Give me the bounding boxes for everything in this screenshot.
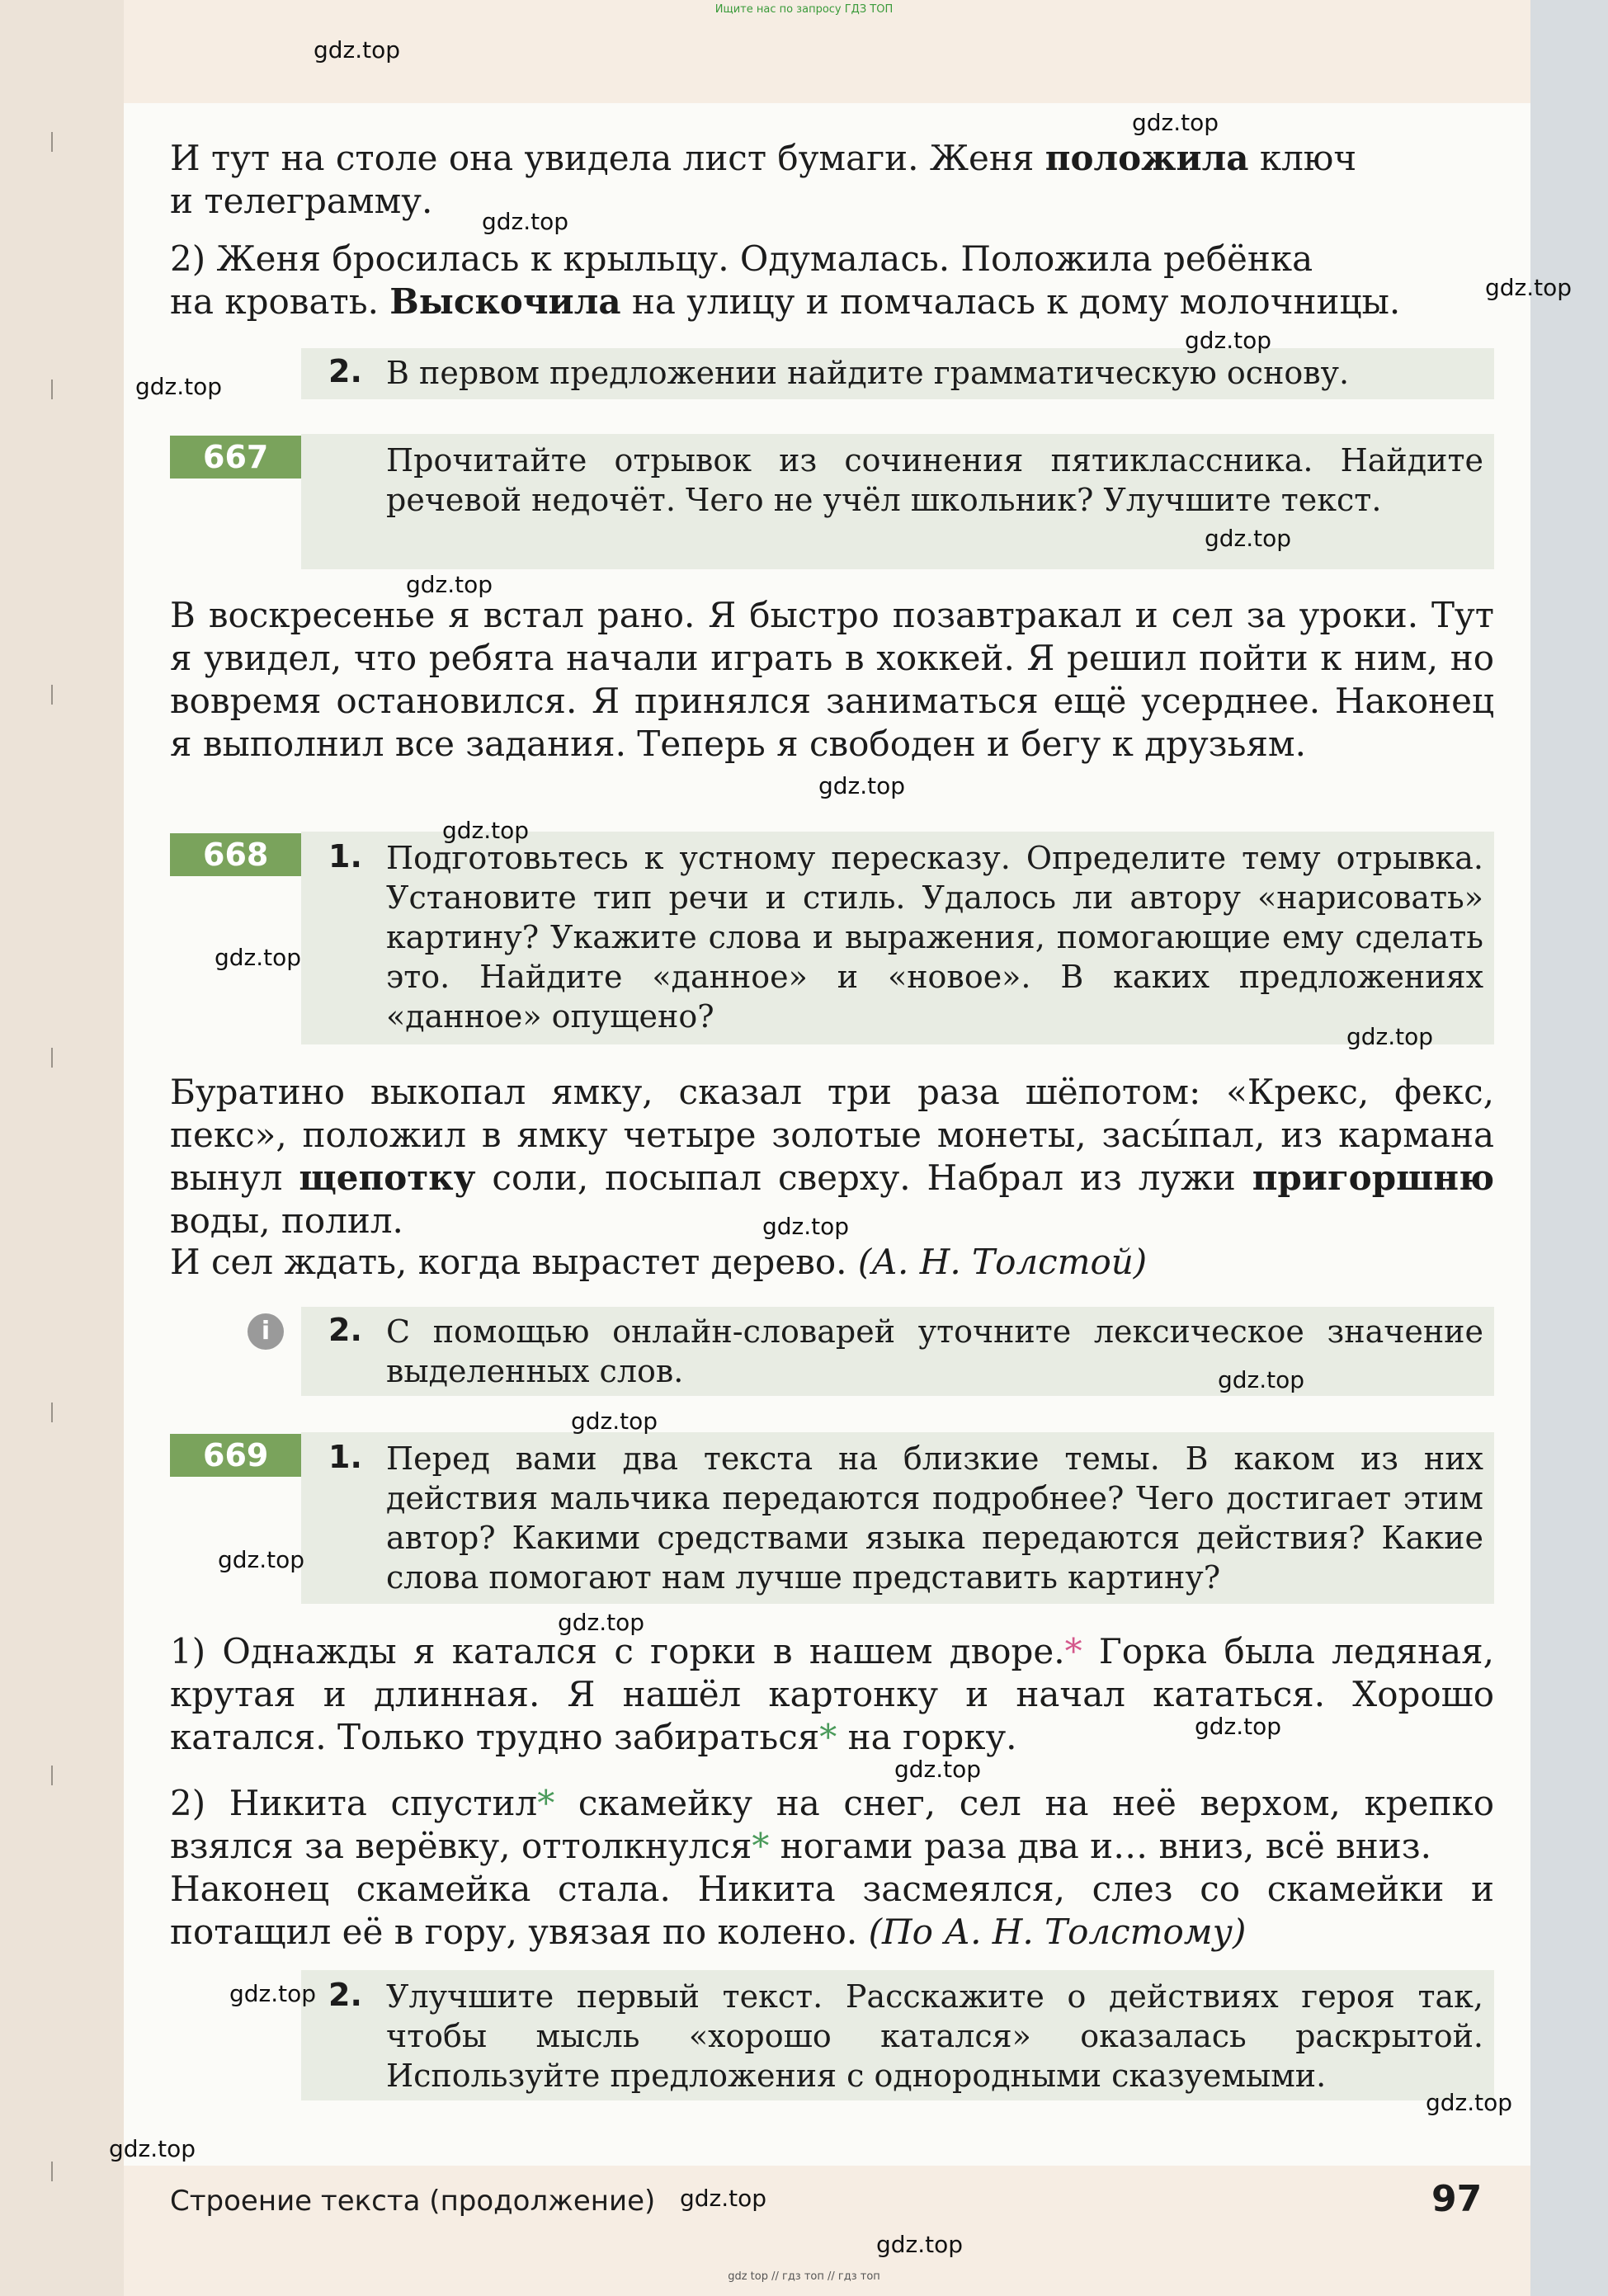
watermark: gdz.top <box>818 772 906 799</box>
exercise-669-text-3: Наконец скамейка стала. Никита засмеялся, слез со скамейки и потащил её в гору, увязая по колено. (По А. Н. Толстому) <box>170 1869 1494 1952</box>
binding-stitch <box>51 132 61 152</box>
watermark: gdz.top <box>314 36 401 64</box>
page-left-margin <box>0 0 124 2296</box>
author-reference: (По А. Н. Толстому) <box>868 1912 1247 1952</box>
exercise-668-task-1: Подготовьтесь к устному пересказу. Определите тему отрывка. Установите тип речи и стиль. Удалось ли автору «нарисовать» картину? Укажите слова и выражения, помогающие ему сделать это. Найдите «данное» и «новое». В каких предложениях «данное» опущено? <box>386 840 1483 1035</box>
exercise-669-task-2: Улучшите первый текст. Расскажите о действиях героя так, чтобы мысль «хорошо катался» оказалась раскрытой. Используйте предложения с однородными сказуемыми. <box>386 1978 1483 2094</box>
exercise-badge-669: 669 <box>170 1434 307 1477</box>
watermark: gdz.top <box>215 944 302 971</box>
watermark: gdz.top <box>406 571 493 598</box>
task-text: В первом предложении найдите грамматическую основу. <box>386 355 1350 391</box>
footnote-star: * <box>819 1717 837 1757</box>
author-reference: (А. Н. Толстой) <box>857 1242 1148 1282</box>
watermark: gdz.top <box>1132 109 1219 136</box>
watermark: gdz.top <box>1218 1366 1305 1393</box>
binding-stitch <box>51 2162 61 2181</box>
bold-word: положила <box>1044 138 1249 178</box>
watermark: gdz.top <box>135 373 223 400</box>
text-paragraph-1: И тут на столе она увидела лист бумаги. Женя положила ключ и телеграмму. <box>170 138 1357 221</box>
task-number: 2. <box>328 1977 362 2013</box>
binding-stitch <box>51 380 61 399</box>
exercise-668-body-2: И сел ждать, когда вырастет дерево. (А. Н. Толстой) <box>170 1242 1148 1282</box>
bold-word: щепотку <box>299 1157 476 1198</box>
info-icon: i <box>248 1313 284 1350</box>
page-right-edge <box>1530 0 1608 2296</box>
watermark: gdz.top <box>680 2185 767 2212</box>
watermark: gdz.top <box>894 1756 982 1783</box>
task-number: 1. <box>328 838 362 875</box>
watermark: gdz.top <box>762 1213 850 1240</box>
footnote-star: * <box>537 1783 555 1823</box>
watermark: gdz.top <box>1185 327 1272 354</box>
exercise-669-task-1: Перед вами два текста на близкие темы. В каком из них действия мальчика передаются подробнее? Чего достигает этим автор? Какими средствами языка передаются действия? Какие слова помогают нам лучше представить картину? <box>386 1440 1483 1596</box>
exercise-668-task-2: С помощью онлайн-словарей уточните лексическое значение выделенных слов. <box>386 1313 1483 1389</box>
watermark: gdz.top <box>1485 274 1573 301</box>
bold-word: пригоршню <box>1252 1157 1495 1198</box>
watermark: gdz.top <box>442 817 530 844</box>
watermark: gdz.top <box>109 2135 196 2162</box>
binding-stitch <box>51 1048 61 1068</box>
bottom-search-note[interactable]: gdz top // гдз топ // гдз топ <box>728 2270 880 2283</box>
exercise-667-task: Прочитайте отрывок из сочинения пятиклассника. Найдите речевой недочёт. Чего не учёл школьник? Улучшите текст. <box>386 442 1483 518</box>
task-number: 1. <box>328 1439 362 1475</box>
watermark: gdz.top <box>229 1980 317 2007</box>
watermark: gdz.top <box>876 2231 964 2258</box>
binding-stitch <box>51 1403 61 1422</box>
watermark: gdz.top <box>1426 2089 1513 2116</box>
exercise-badge-667: 667 <box>170 436 307 479</box>
bold-word: Выскочила <box>389 281 621 322</box>
task-number: 2. <box>328 353 362 389</box>
footnote-star: * <box>1064 1631 1082 1671</box>
footer-section-title: Строение текста (продолжение) <box>170 2185 656 2218</box>
watermark: gdz.top <box>558 1609 645 1636</box>
page-number: 97 <box>1431 2178 1483 2220</box>
watermark: gdz.top <box>1195 1713 1282 1740</box>
task-number: 2. <box>328 1312 362 1348</box>
watermark: gdz.top <box>1205 525 1292 552</box>
exercise-667-body: В воскресенье я встал рано. Я быстро позавтракал и сел за уроки. Тут я увидел, что ребята начали играть в хоккей. Я решил пойти к ним, но вовремя остановился. Я принялся заниматься ещё усерднее. Наконец я выполнил все задания. Теперь я свободен и бегу к друзьям. <box>170 595 1494 764</box>
watermark: gdz.top <box>571 1407 658 1435</box>
text-paragraph-2: 2) Женя бросилась к крыльцу. Одумалась. Положила ребёнка на кровать. Выскочила на улицу и помчалась к дому молочницы. <box>170 238 1401 322</box>
exercise-668-body: Буратино выкопал ямку, сказал три раза шёпотом: «Крекс, фекс, пекс», положил в ямку четыре золотые монеты, засы́пал, из кармана вынул щепотку соли, посыпал сверху. Набрал из лужи пригоршню воды, полил. <box>170 1072 1495 1241</box>
exercise-badge-668: 668 <box>170 833 307 876</box>
watermark: gdz.top <box>1346 1023 1434 1050</box>
watermark: gdz.top <box>482 208 569 235</box>
binding-stitch <box>51 1766 61 1785</box>
top-search-note[interactable]: Ищите нас по запросу ГДЗ ТОП <box>714 3 894 16</box>
binding-stitch <box>51 685 61 705</box>
watermark: gdz.top <box>218 1546 305 1573</box>
footnote-star: * <box>752 1826 770 1866</box>
exercise-669-text-2: 2) Никита спустил* скамейку на снег, сел на неё верхом, крепко взялся за верёвку, оттолкнулся* ногами раза два и… вниз, всё вниз. <box>170 1783 1495 1866</box>
exercise-669-text-1: 1) Однажды я катался с горки в нашем дворе.* Горка была ледяная, крутая и длинная. Я нашёл картонку и начал кататься. Хорошо катался. Только трудно забираться* на горку. <box>170 1631 1495 1757</box>
